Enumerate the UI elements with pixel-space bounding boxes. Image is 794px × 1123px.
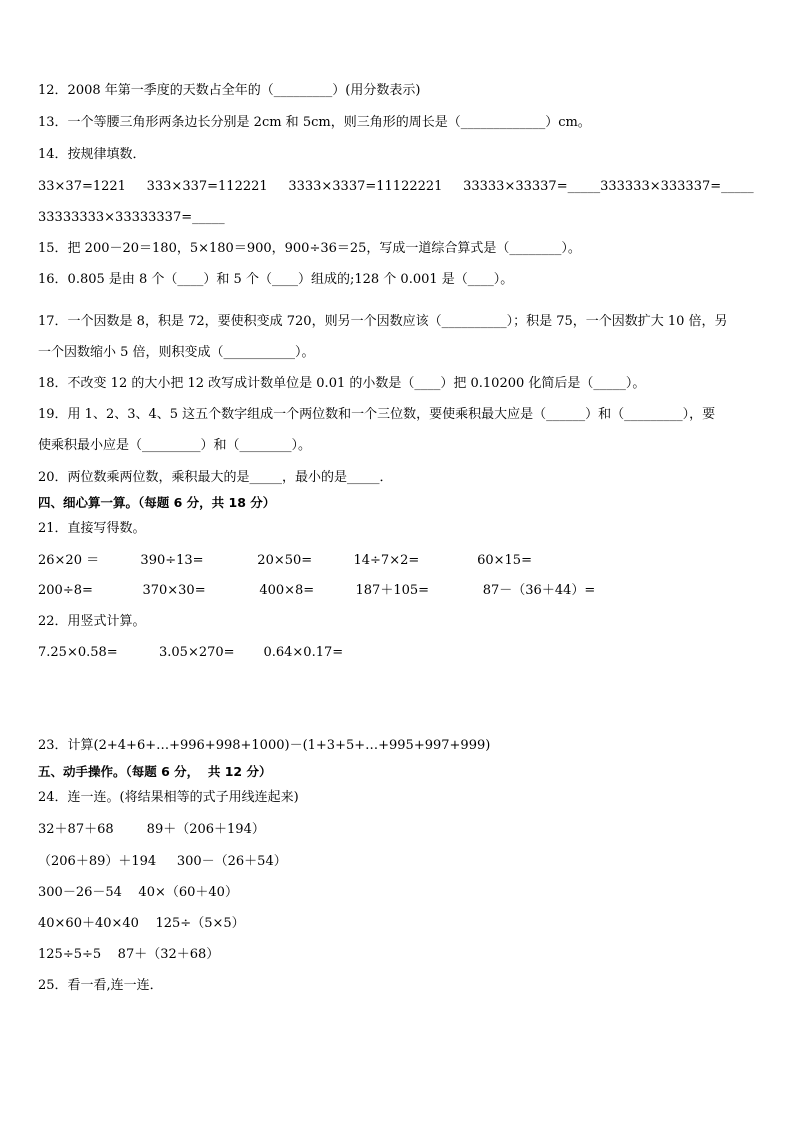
question-21: 21．直接写得数。 <box>38 521 146 536</box>
question-24-row-2: （206＋89）＋194 300－（26＋54） <box>38 854 287 869</box>
question-19-line-1: 19．用 1、2、3、4、5 这五个数字组成一个两位数和一个三位数，要使乘积最大应是（______）和（_________），要 <box>38 407 716 422</box>
question-14: 14．按规律填数． <box>38 147 146 162</box>
question-24-row-5: 125÷5÷5 87＋（32＋68） <box>38 947 220 962</box>
question-25: 25．看一看,连一连． <box>38 978 163 993</box>
question-22: 22．用竖式计算。 <box>38 614 146 629</box>
section-5-heading: 五、动手操作。（每题 6 分， 共 12 分） <box>38 764 272 779</box>
question-14-pattern-row-2: 33333333×33333337=_____ <box>38 210 225 225</box>
question-24: 24．连一连。(将结果相等的式子用线连起来) <box>38 790 299 805</box>
question-19-line-2: 使乘积最小应是（_________）和（________）。 <box>38 438 312 453</box>
question-24-row-4: 40×60＋40×40 125÷（5×5） <box>38 916 245 931</box>
question-24-row-3: 300－26－54 40×（60＋40） <box>38 885 238 900</box>
question-15: 15．把 200－20＝180，5×180＝900，900÷36＝25，写成一道综合算式是（________）。 <box>38 241 581 256</box>
question-23: 23．计算(2+4+6+…+996+998+1000)－(1+3+5+…+995+997+999) <box>38 738 491 753</box>
question-16: 16．0.805 是由 8 个（____）和 5 个（____）组成的;128 个 0.001 是（____）。 <box>38 272 514 287</box>
question-24-row-1: 32＋87＋68 89＋（206＋194） <box>38 822 265 837</box>
question-22-row: 7.25×0.58= 3.05×270= 0.64×0.17= <box>38 645 344 660</box>
question-14-pattern-row-1: 33×37=1221 333×337=112221 3333×3337=11122221 33333×33337=_____333333×333337=_____ <box>38 179 754 194</box>
section-4-heading: 四、细心算一算。（每题 6 分，共 18 分） <box>38 495 276 510</box>
question-21-row-2: 200÷8= 370×30= 400×8= 187＋105= 87－（36＋44）= <box>38 583 596 598</box>
question-20: 20．两位数乘两位数，乘积最大的是_____，最小的是_____． <box>38 470 393 485</box>
question-18: 18．不改变 12 的大小把 12 改写成计数单位是 0.01 的小数是（____）把 0.10200 化简后是（_____）。 <box>38 376 646 391</box>
question-13: 13．一个等腰三角形两条边长分别是 2cm 和 5cm，则三角形的周长是（_____________）cm。 <box>38 115 591 130</box>
question-21-row-1: 26×20 ＝ 390÷13= 20×50= 14÷7×2= 60×15= <box>38 553 532 568</box>
question-17-line-2: 一个因数缩小 5 倍，则积变成（___________）。 <box>38 345 315 360</box>
question-12: 12．2008 年第一季度的天数占全年的（_________）(用分数表示) <box>38 83 421 98</box>
question-17-line-1: 17．一个因数是 8，积是 72，要使积变成 720，则另一个因数应该（__________）；积是 75，一个因数扩大 10 倍，另 <box>38 314 728 329</box>
